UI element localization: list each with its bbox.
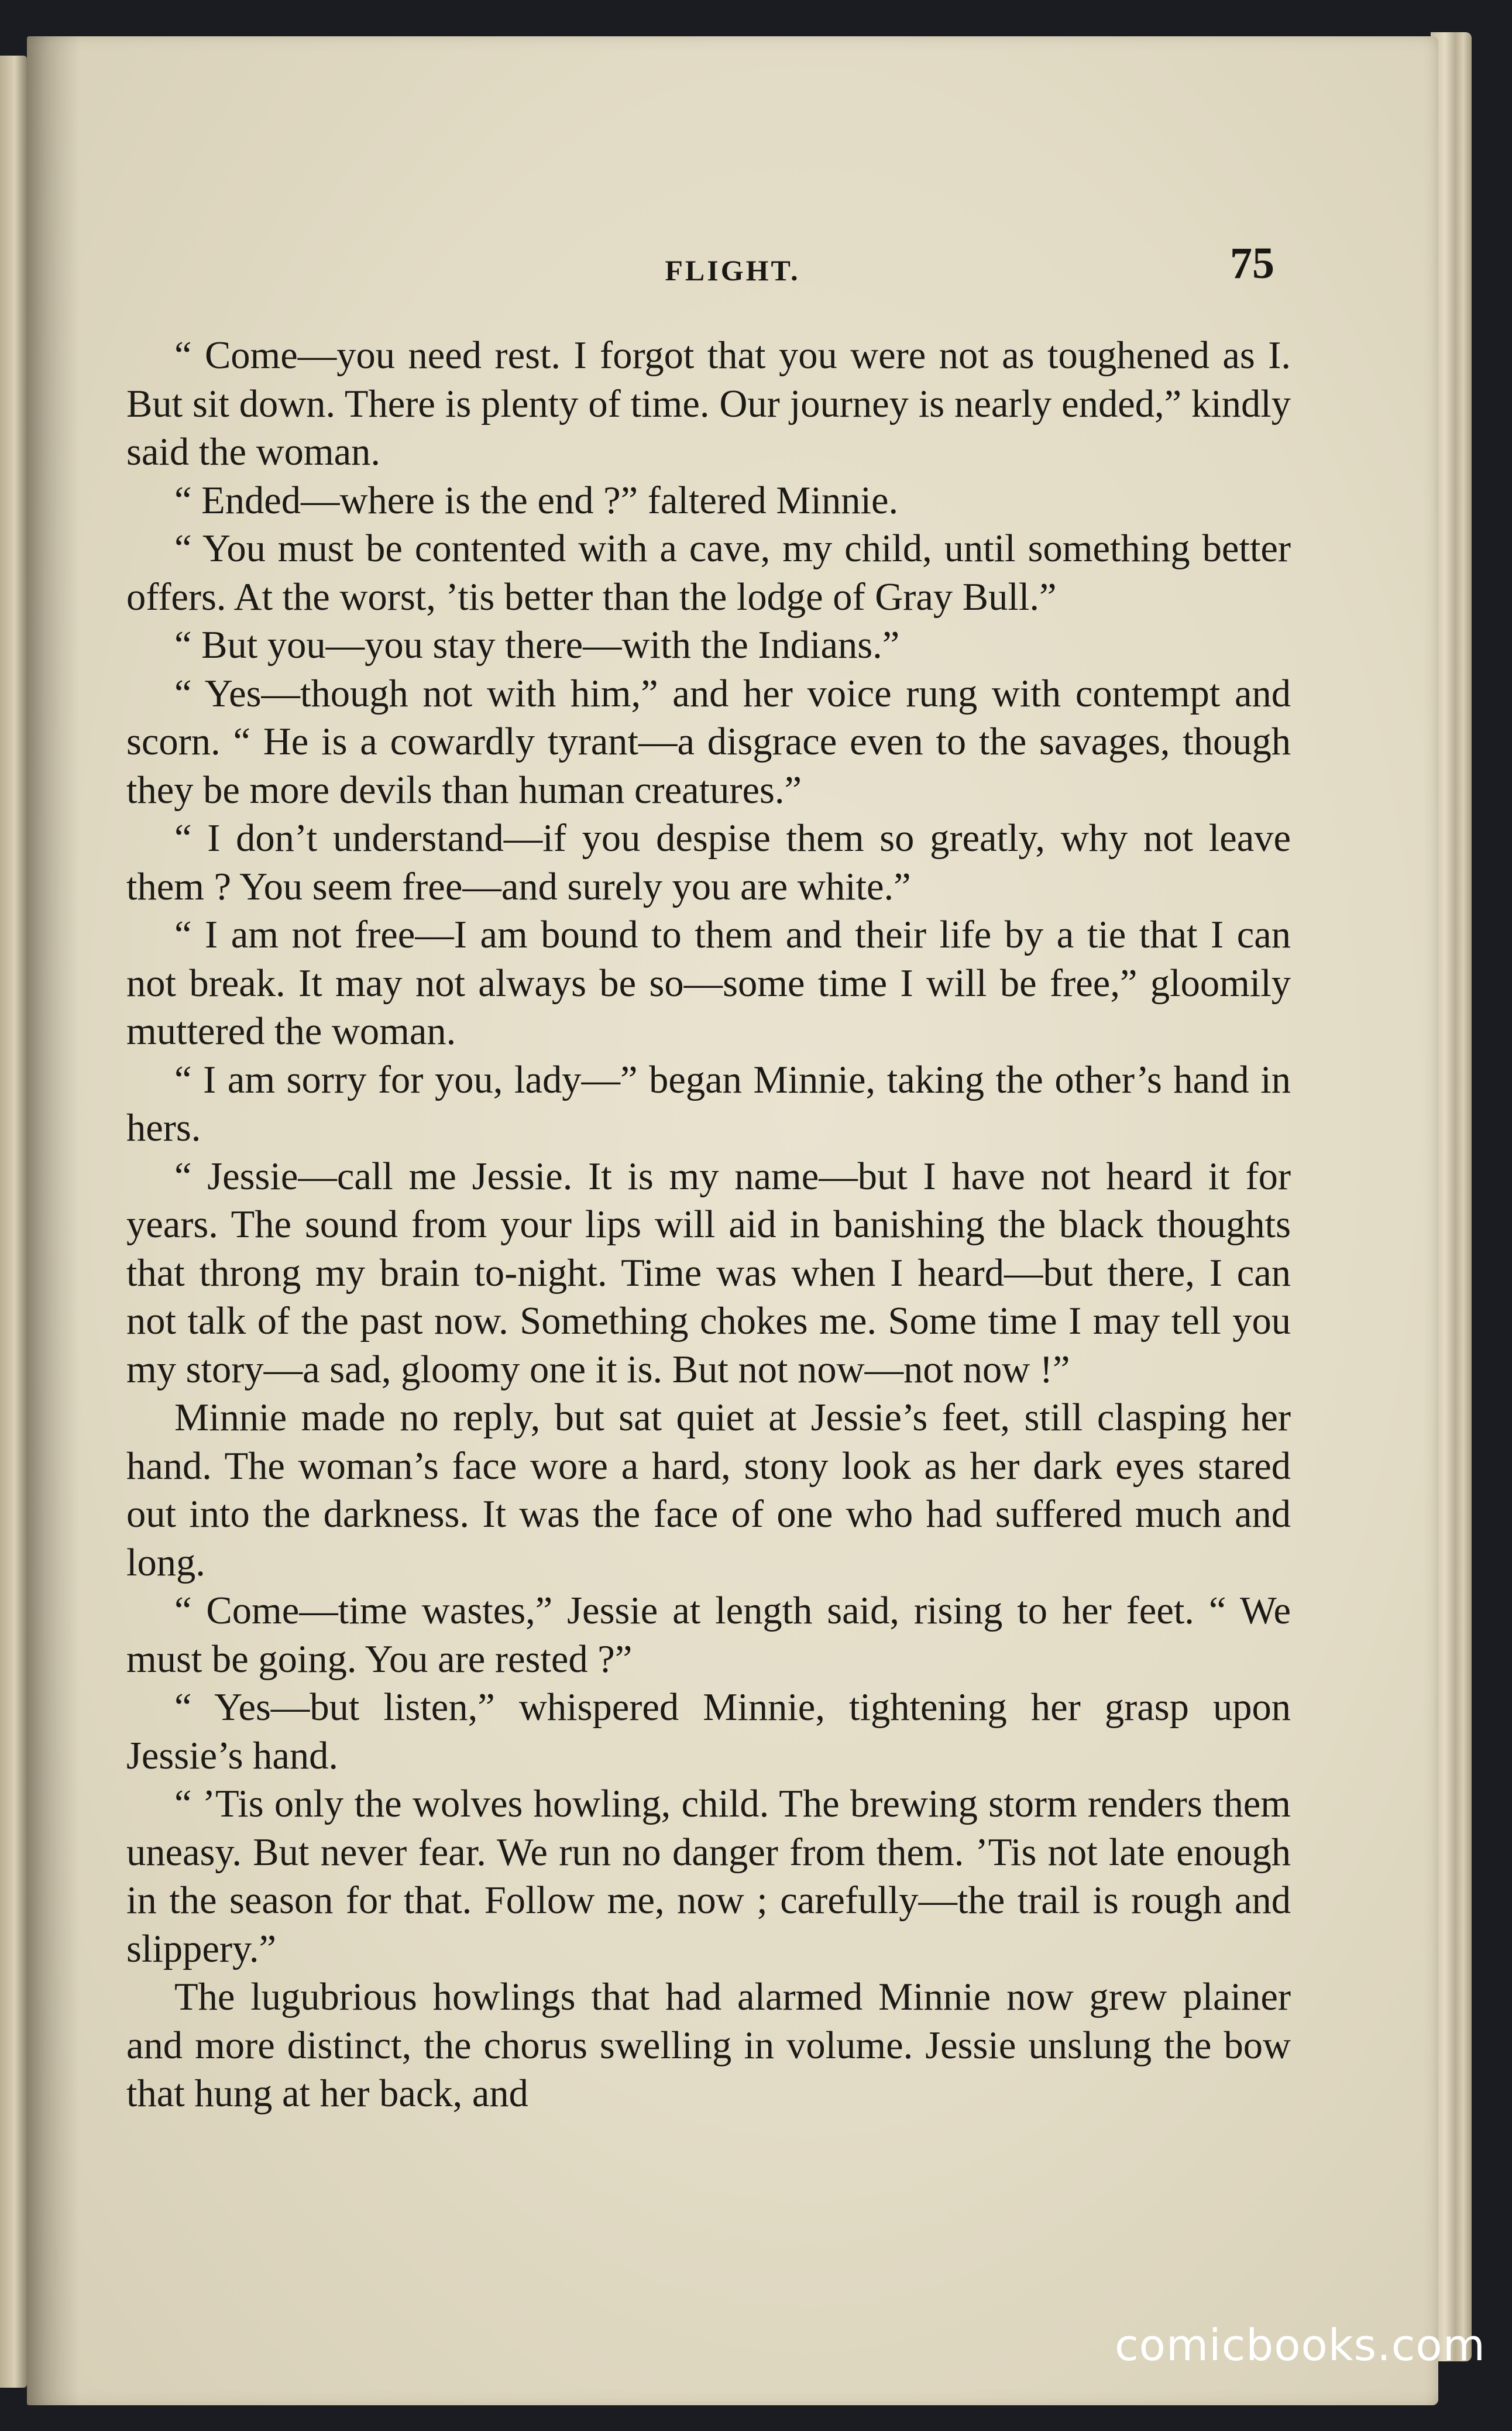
paragraph: “ You must be contented with a cave, my child, until something better offers. At the worst, ’tis better than the lodge of Gray Bull.” bbox=[126, 527, 1291, 619]
page-number: 75 bbox=[1230, 239, 1274, 288]
paragraph: “ Yes—though not with him,” and her voice rung with contempt and scorn. “ He is a cowardly tyrant—a disgrace even to the savages, though they be more devils than human creatures.” bbox=[126, 672, 1291, 812]
watermark: comicbooks.com bbox=[1115, 2320, 1486, 2371]
paragraph: “ I am not free—I am bound to them and their life by a tie that I can not break. It may not always be so—some time I will be free,” gloomily muttered the woman. bbox=[126, 914, 1291, 1053]
paragraph: “ Jessie—call me Jessie. It is my name—but I have not heard it for years. The sound from your lips will aid in banishing the black thoughts that throng my brain to-night. Time was when I heard—but there, I can not talk of the past now. Something chokes me. Some time I may tell you my story—a sad, gloomy one it is. But not now—not now !” bbox=[126, 1155, 1291, 1391]
paragraph: The lugubrious howlings that had alarmed Minnie now grew plainer and more distinct, the chorus swelling in volume. Jessie unslung the bow that hung at her back, and bbox=[126, 1976, 1291, 2115]
paragraph: “ Come—you need rest. I forgot that you were not as toughened as I. But sit down. There is plenty of time. Our journey is nearly ended,” kindly said the woman. bbox=[126, 334, 1291, 473]
body-text bbox=[126, 332, 1291, 2118]
gutter-shadow bbox=[27, 36, 80, 2405]
paragraph: “ Come—time wastes,” Jessie at length said, rising to her feet. “ We must be going. You are rested ?” bbox=[126, 1589, 1291, 1681]
paragraph: “ I don’t understand—if you despise them so greatly, why not leave them ? You seem free—and surely you are white.” bbox=[126, 817, 1291, 908]
page-header bbox=[27, 232, 1438, 297]
paragraph: “ Yes—but listen,” whispered Minnie, tightening her grasp upon Jessie’s hand. bbox=[126, 1686, 1291, 1777]
paragraph: “ But you—you stay there—with the Indians.” bbox=[174, 624, 900, 667]
paragraph: “ I am sorry for you, lady—” began Minnie, taking the other’s hand in hers. bbox=[126, 1058, 1291, 1149]
book-page bbox=[27, 36, 1438, 2405]
paragraph: “ ’Tis only the wolves howling, child. The brewing storm renders them uneasy. But never fear. We run no danger from them. ’Tis not late enough in the season for that. Follow me, now ; carefully—the trail is rough and slippery.” bbox=[126, 1783, 1291, 1970]
paragraph: Minnie made no reply, but sat quiet at Jessie’s feet, still clasping her hand. The woman’s face wore a hard, stony look as her dark eyes stared out into the darkness. It was the face of one who had suffered much and long. bbox=[126, 1396, 1291, 1584]
running-head: FLIGHT. bbox=[665, 254, 800, 287]
paragraph: “ Ended—where is the end ?” faltered Minnie. bbox=[174, 479, 899, 522]
previous-page-edge bbox=[0, 56, 27, 2388]
